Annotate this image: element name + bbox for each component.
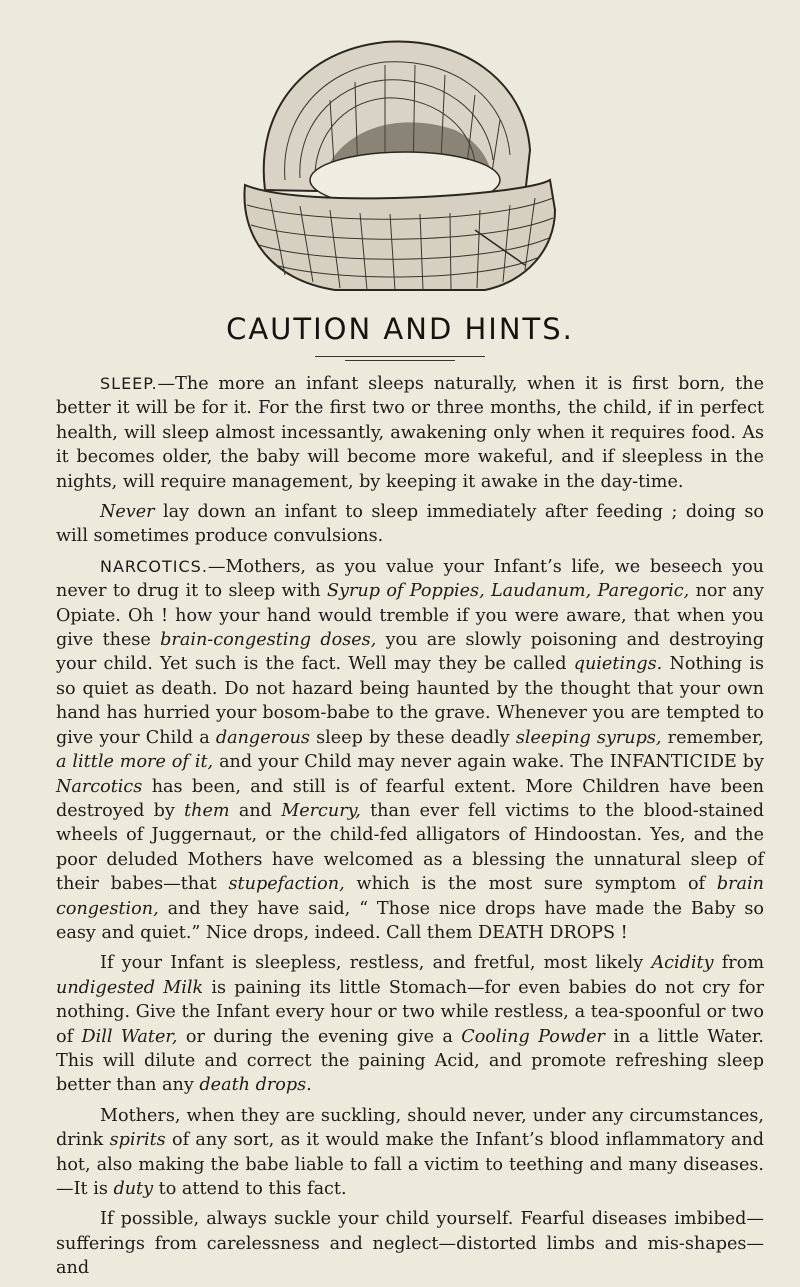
emphasis: brain-congesting doses, [160,630,377,651]
emphasis: Cooling Powder [461,1026,605,1047]
text-run: Mothers, when they are suckling, should never, under any circumstances, drink [56,1105,764,1151]
emphasis: Mercury, [281,800,361,821]
paragraph-sleep [56,372,764,494]
text-run: which is the most sure symptom of [344,874,717,895]
text-run: or during the evening give a [177,1026,462,1047]
emphasis: Narcotics [56,776,143,797]
text-run: to attend to this fact. [153,1179,347,1199]
page-title: CAUTION AND HINTS. [226,312,574,346]
text-run: nor any Opiate. Oh ! how your hand would tremble if you were aware, that when you give these [56,581,765,651]
emphasis: duty [113,1179,154,1199]
emphasis: dangerous [215,727,310,748]
paragraph-possible [56,1207,764,1280]
body-text [56,372,764,1287]
paragraph-infant [56,951,764,1097]
text-run: than ever fell victims to the blood-stained wheels of Juggernaut, or the child-fed alligators of Hindoostan. Yes, and the poor deluded Mothers have welcomed as a blessing the unnatural sleep of their babes—that [56,800,764,895]
text-run: —The more an infant sleeps naturally, when it is first born, the better it will be for it. For the first two or three months, the child, if in perfect health, will sleep almost incessantly, awakening only when it requires food. As it becomes older, the baby will become more wakeful, and if sleepless in the nights, will require management, by keeping it awake in the day-time. [56,374,764,492]
paragraph-mothers [56,1104,764,1202]
text-run: in a little Water. This will dilute and correct the paining Acid, and promote refreshing sleep better than any [56,1026,764,1096]
text-run: and [229,800,282,821]
text-run: Nothing is so quiet as death. Do not hazard being haunted by the thought that your own hand has hurried your bosom-babe to the grave. Whenever you are tempted to give your Child a [56,654,764,748]
emphasis: Dill Water, [81,1026,178,1047]
heading-narcotics: NARCOTICS. [100,556,208,576]
emphasis: a little more of it, [56,752,214,773]
emphasis: brain congestion, [56,874,764,919]
emphasis: Acidity [651,953,714,974]
text-run: lay down an infant to sleep immediately after feeding ; doing so will sometimes produce convulsions. [56,502,764,547]
title-rule [315,356,485,357]
emphasis: undigested Milk [56,977,204,998]
emphasis: quietings. [573,654,663,675]
text-run: of any sort, as it would make the Infant’s blood inflammatory and hot, also making the babe liable to fall a victim to teething and many diseases.—It is [56,1130,765,1199]
text-run: —Mothers, as you value your Infant’s life, we beseech you never to drug it to sleep with [56,556,764,602]
emphasis: sleeping syrups, [515,727,662,748]
emphasis: death drops. [199,1075,312,1096]
text-run: sleep by these deadly [309,727,516,748]
text-run: and they have said, “ Those nice drops have made the Baby so easy and quiet.” Nice drops, indeed. Call them DEATH DROPS ! [56,898,764,943]
heading-sleep: SLEEP. [100,374,158,393]
text-run: If possible, always suckle your child yourself. Fearful diseases imbibed—sufferings from carelessness and neglect—distorted limbs and mis-shapes—and [56,1209,764,1279]
text-run: remember, [661,727,765,748]
text-run: has been, and still is of fearful extent. More Children have been destroyed by [56,776,764,821]
paragraph-narcotics [56,555,764,946]
text-run: If your Infant is sleepless, restless, and fretful, most likely [100,953,652,974]
emphasis: Syrup of Poppies, Laudanum, Paregoric, [326,581,690,602]
text-run: and your Child may never again wake. The INFANTICIDE by [213,752,764,773]
cradle-illustration [225,20,565,310]
emphasis: stupefaction, [228,874,345,895]
emphasis: spirits [109,1130,166,1151]
emphasis: Never [100,502,155,523]
text-run: from [713,953,764,974]
text-run: is paining its little Stomach—for even babies do not cry for nothing. Give the Infant every hour or two while restless, a tea-spoonful or two of [56,977,765,1047]
title-rule-short [345,360,455,361]
emphasis: them [184,800,230,821]
paragraph-never [56,500,764,549]
text-run: you are slowly poisoning and destroying your child. Yet such is the fact. Well may they be called [56,630,764,675]
